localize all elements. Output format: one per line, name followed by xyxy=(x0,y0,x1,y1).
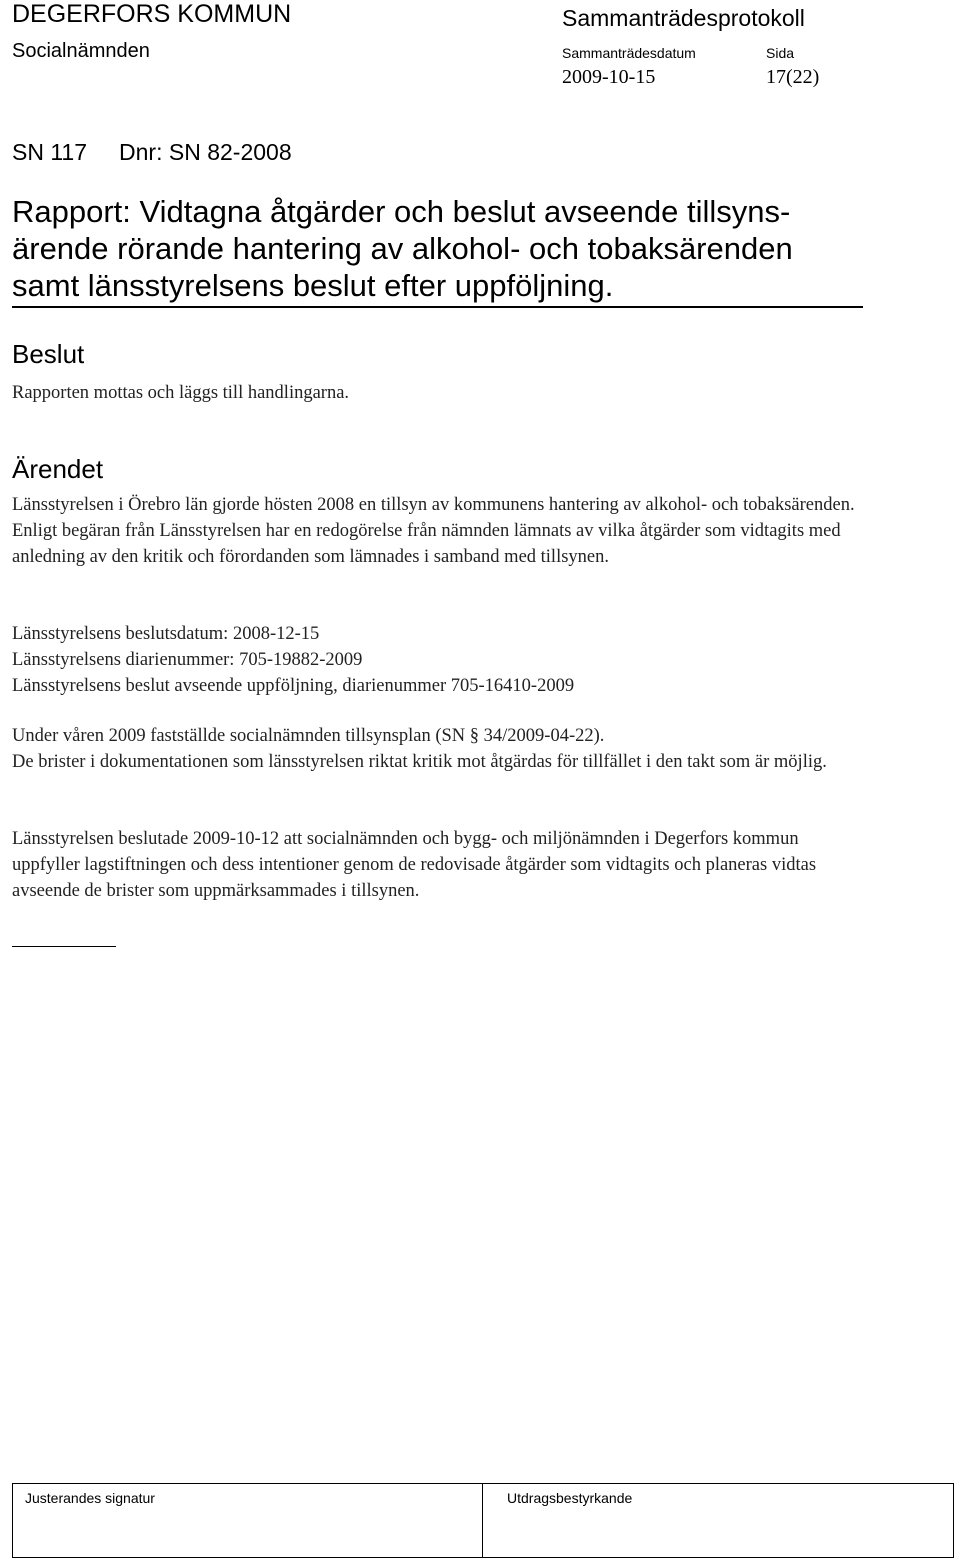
extract-certification-label: Utdragsbestyrkande xyxy=(507,1490,633,1506)
reference-followup-decision: Länsstyrelsens beslut avseende uppföljning, diarienummer 705-16410-2009 xyxy=(12,676,575,696)
footer-signature-box xyxy=(12,1483,954,1558)
sn-paragraph-number: SN 117 xyxy=(12,139,88,165)
section-heading-arendet: Ärendet xyxy=(12,454,104,484)
decision-text: Rapporten mottas och läggs till handlingarna. xyxy=(12,383,350,403)
diary-number: Dnr: SN 82-2008 xyxy=(119,139,292,165)
case-number xyxy=(12,139,292,166)
page-label: Sida xyxy=(766,45,795,61)
page-number: 17(22) xyxy=(766,66,820,88)
meeting-date-value: 2009-10-15 xyxy=(562,66,656,88)
committee-name: Socialnämnden xyxy=(12,40,150,62)
footer-divider xyxy=(482,1484,483,1557)
plan-block xyxy=(12,723,857,775)
plan-line: Under våren 2009 fastställde socialnämnden tillsynsplan (SN § 34/2009-04-22). xyxy=(12,726,605,746)
footnote-rule xyxy=(12,946,116,947)
plan-detail: De brister i dokumentationen som länsstyrelsen riktat kritik mot åtgärdas för tillfället i den takt som är möjlig. xyxy=(12,752,827,772)
organization-name: DEGERFORS KOMMUN xyxy=(12,0,292,28)
reference-block xyxy=(12,621,857,699)
case-description: Länsstyrelsen i Örebro län gjorde hösten 2008 en tillsyn av kommunens hantering av alkohol- och tobaksärenden. Enligt begäran från Länsstyrelsen har en redogörelse från nämnden lämnats av vilka åtgärder som vidtagits med anledning av den kritik och förordanden som lämnades i samband med tillsynen. xyxy=(12,495,855,567)
page-title: Rapport: Vidtagna åtgärder och beslut avseende tillsyns-ärende rörande hantering av alkohol- och tobaksärenden samt länsstyrelsens beslut efter uppföljning. xyxy=(12,194,793,303)
reference-decision-date: Länsstyrelsens beslutsdatum: 2008-12-15 xyxy=(12,624,320,644)
meeting-date-label: Sammanträdesdatum xyxy=(562,45,696,61)
title-underline xyxy=(12,306,863,308)
section-heading-beslut: Beslut xyxy=(12,339,85,369)
document-type: Sammanträdesprotokoll xyxy=(562,5,805,31)
signature-field-label: Justerandes signatur xyxy=(25,1490,155,1506)
county-decision-paragraph: Länsstyrelsen beslutade 2009-10-12 att socialnämnden och bygg- och miljönämnden i Degerfors kommun uppfyller lagstiftningen och dess intentioner genom de redovisade åtgärder som vidtagits och planeras vidtas avseende de brister som uppmärksammades i tillsynen. xyxy=(12,829,817,901)
reference-diary-number: Länsstyrelsens diarienummer: 705-19882-2009 xyxy=(12,650,363,670)
